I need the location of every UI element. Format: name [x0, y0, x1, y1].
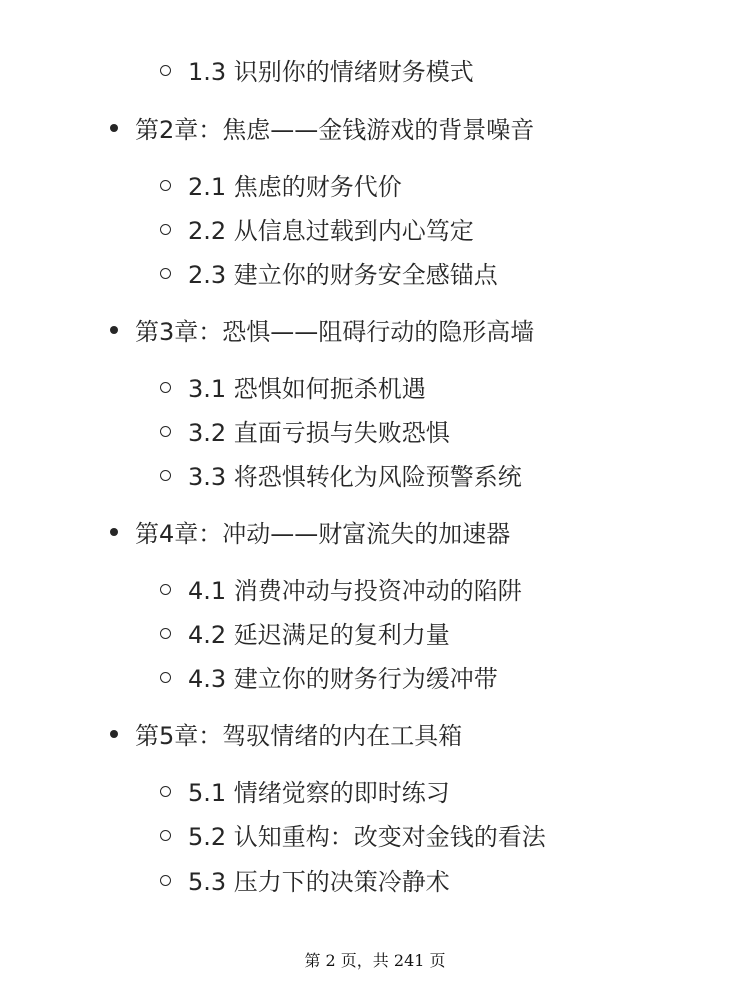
toc-item-text: 第5章：驾驭情绪的内在工具箱 [135, 722, 463, 750]
hollow-bullet-icon [160, 584, 171, 595]
toc-item-text: 5.1 情绪觉察的即时练习 [188, 779, 450, 807]
page-number-footer: 第 2 页，共 241 页 [304, 951, 446, 970]
toc-section-5-2 [160, 821, 546, 851]
hollow-bullet-icon [160, 830, 171, 841]
toc-item-text: 3.1 恐惧如何扼杀机遇 [188, 375, 426, 403]
hollow-bullet-icon [160, 672, 171, 683]
toc-section-3-1 [160, 373, 426, 403]
toc-item-text: 2.2 从信息过载到内心笃定 [188, 217, 474, 245]
hollow-bullet-icon [160, 470, 171, 481]
filled-bullet-icon [110, 528, 118, 536]
toc-chapter-4 [110, 518, 510, 548]
toc-section-2-3 [160, 259, 498, 289]
hollow-bullet-icon [160, 786, 171, 797]
filled-bullet-icon [110, 730, 118, 738]
hollow-bullet-icon [160, 180, 171, 191]
toc-item-text: 3.3 将恐惧转化为风险预警系统 [188, 463, 522, 491]
hollow-bullet-icon [160, 224, 171, 235]
toc-section-2-2 [160, 215, 474, 245]
hollow-bullet-icon [160, 65, 171, 76]
toc-section-4-1 [160, 575, 522, 605]
toc-section-3-2 [160, 417, 450, 447]
hollow-bullet-icon [160, 875, 171, 886]
toc-item-text: 3.2 直面亏损与失败恐惧 [188, 419, 450, 447]
toc-item-text: 5.3 压力下的决策冷静术 [188, 868, 450, 896]
toc-item-text: 第3章：恐惧——阻碍行动的隐形高墙 [135, 318, 535, 346]
toc-item-text: 第2章：焦虑——金钱游戏的背景噪音 [135, 116, 535, 144]
hollow-bullet-icon [160, 426, 171, 437]
toc-item-text: 4.1 消费冲动与投资冲动的陷阱 [188, 577, 522, 605]
toc-section-4-2 [160, 619, 450, 649]
toc-item-text: 2.1 焦虑的财务代价 [188, 173, 402, 201]
hollow-bullet-icon [160, 268, 171, 279]
toc-item-text: 第4章：冲动——财富流失的加速器 [135, 520, 511, 548]
toc-section-1-3 [160, 56, 474, 86]
hollow-bullet-icon [160, 628, 171, 639]
toc-chapter-5 [110, 720, 462, 750]
toc-chapter-2 [110, 114, 534, 144]
toc-section-4-3 [160, 663, 498, 693]
filled-bullet-icon [110, 326, 118, 334]
toc-item-text: 4.3 建立你的财务行为缓冲带 [188, 665, 498, 693]
toc-item-text: 2.3 建立你的财务安全感锚点 [188, 261, 498, 289]
filled-bullet-icon [110, 124, 118, 132]
toc-section-5-1 [160, 777, 450, 807]
toc-section-3-3 [160, 461, 522, 491]
hollow-bullet-icon [160, 382, 171, 393]
toc-chapter-3 [110, 316, 534, 346]
toc-item-text: 5.2 认知重构：改变对金钱的看法 [188, 823, 546, 851]
toc-item-text: 4.2 延迟满足的复利力量 [188, 621, 450, 649]
toc-section-2-1 [160, 171, 402, 201]
toc-section-5-3 [160, 866, 450, 896]
toc-item-text: 1.3 识别你的情绪财务模式 [188, 58, 474, 86]
